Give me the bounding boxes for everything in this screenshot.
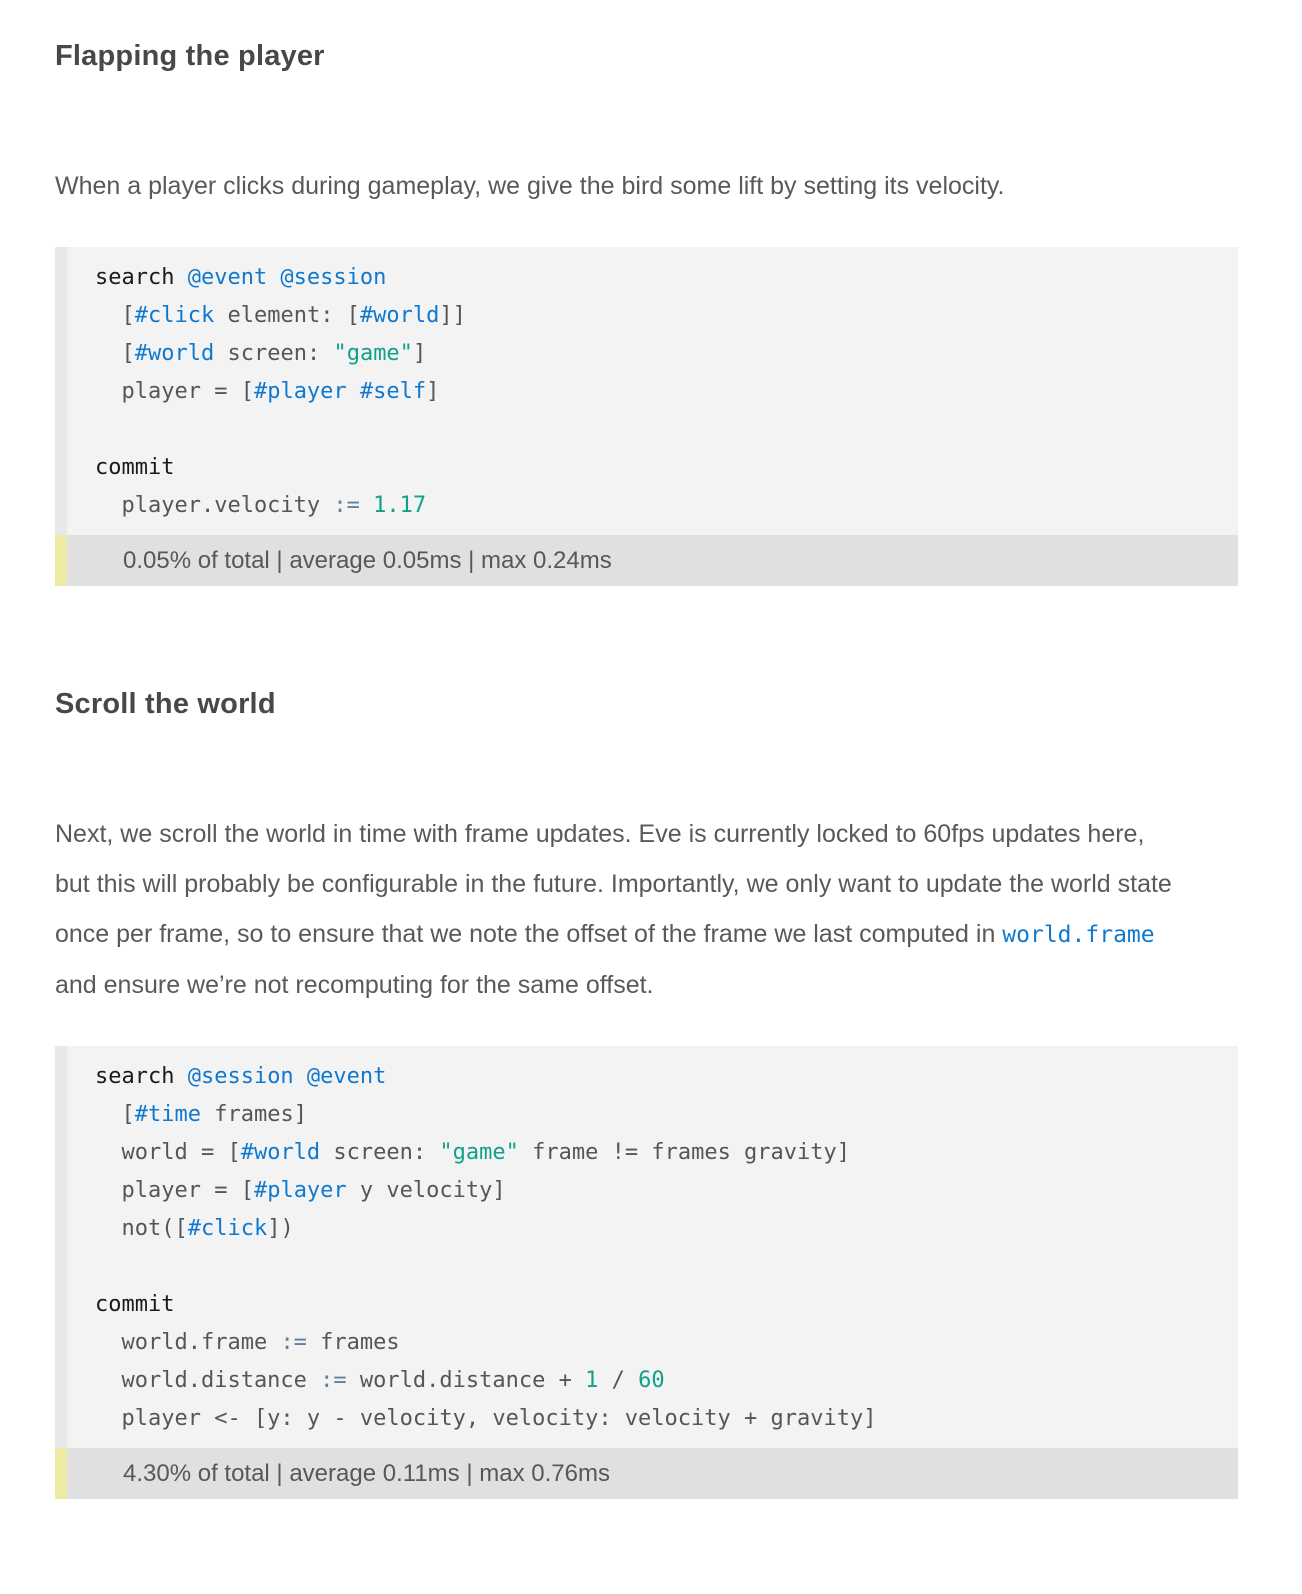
paragraph-text: When a player clicks during gameplay, we give the bird some lift by setting its velocity.: [55, 172, 1005, 200]
code-line: [95, 373, 1218, 411]
code-line: [95, 1210, 1218, 1248]
inline-code: world.frame: [1002, 922, 1155, 948]
section-heading-scroll-the-world: Scroll the world: [55, 688, 276, 720]
code-token-plain: screen:: [214, 341, 334, 366]
code-block-flap-player[interactable]: [55, 247, 1238, 586]
code-token-tag: #world: [134, 341, 215, 366]
code-token-assign: :=: [333, 493, 360, 518]
code-token-plain: frame != frames gravity]: [518, 1140, 851, 1165]
code-token-assign: :=: [280, 1330, 307, 1355]
code-token-kw: search: [95, 265, 188, 290]
code-line: [95, 1400, 1218, 1438]
code-token-tag: @event @session: [187, 265, 387, 290]
code-token-plain: world.distance +: [346, 1368, 586, 1393]
code-token-plain: screen:: [320, 1140, 440, 1165]
code-token-plain: player.velocity: [95, 493, 334, 518]
code-line: [95, 297, 1218, 335]
code-area: [55, 247, 1238, 535]
paragraph-text: Next, we scroll the world in time with frame updates. Eve is currently locked to 60fps updates here, but this will probably be configurable in the future. Importantly, we only want to update the world state once per frame, so to ensure that we note the offset of the frame we last computed in: [55, 820, 1172, 948]
code-token-plain: player = [: [95, 1178, 254, 1203]
code-lines: [67, 1046, 1238, 1448]
code-token-number: 1: [585, 1368, 599, 1393]
section-heading-flapping-the-player: Flapping the player: [55, 40, 325, 72]
code-line: [95, 487, 1218, 525]
code-token-assign: :=: [320, 1368, 347, 1393]
stats-left-strip: [55, 1448, 67, 1499]
code-token-tag: #player: [253, 379, 347, 404]
paragraph-text: and ensure we’re not recomputing for the same offset.: [55, 971, 654, 999]
profiler-stats-bar: [55, 1448, 1238, 1499]
code-left-strip: [55, 247, 67, 535]
code-line: [95, 1248, 1218, 1286]
code-token-plain: ]]: [439, 303, 466, 328]
code-line: [95, 1134, 1218, 1172]
code-token-tag: #click: [187, 1216, 268, 1241]
code-token-tag: #time: [134, 1102, 201, 1127]
code-token-tag: #player: [253, 1178, 347, 1203]
code-token-kw: commit: [95, 455, 175, 480]
stats-left-strip: [55, 535, 67, 586]
code-token-plain: [360, 493, 373, 518]
code-token-plain: [: [95, 1102, 135, 1127]
code-line: [95, 1286, 1218, 1324]
code-token-plain: player <- [y: y - velocity, velocity: velocity + gravity]: [95, 1406, 877, 1431]
code-token-plain: player = [: [95, 379, 254, 404]
code-token-kw: commit: [95, 1292, 175, 1317]
code-area: [55, 1046, 1238, 1448]
code-token-plain: frames]: [200, 1102, 307, 1127]
code-token-plain: world.distance: [95, 1368, 321, 1393]
code-token-plain: y velocity]: [346, 1178, 506, 1203]
code-token-plain: ]): [267, 1216, 294, 1241]
code-token-number: 1.17: [373, 493, 427, 518]
code-line: [95, 1096, 1218, 1134]
code-token-plain: world = [: [95, 1140, 241, 1165]
code-token-string: "game": [333, 341, 413, 366]
code-token-tag: #self: [359, 379, 427, 404]
code-token-plain: [: [95, 341, 135, 366]
code-token-plain: ]: [426, 379, 440, 404]
code-token-number: 60: [638, 1368, 665, 1393]
code-token-kw: search: [95, 1064, 188, 1089]
code-token-string: "game": [439, 1140, 519, 1165]
code-lines: [67, 247, 1238, 535]
code-line: [95, 1058, 1218, 1096]
stats-text: 0.05% of total | average 0.05ms | max 0.24ms: [67, 535, 1238, 586]
code-token-tag: #world: [359, 303, 440, 328]
code-token-plain: /: [598, 1368, 639, 1393]
code-token-plain: frames: [306, 1330, 400, 1355]
paragraph-flapping-intro: [55, 161, 1180, 211]
code-token-plain: [: [95, 303, 135, 328]
code-line: [95, 449, 1218, 487]
code-token-plain: [347, 379, 360, 404]
code-token-plain: world.frame: [95, 1330, 281, 1355]
code-token-plain: ]: [412, 341, 427, 366]
code-line: [95, 1172, 1218, 1210]
profiler-stats-bar: [55, 535, 1238, 586]
code-left-strip: [55, 1046, 67, 1448]
stats-text: 4.30% of total | average 0.11ms | max 0.76ms: [67, 1448, 1238, 1499]
code-line: [95, 335, 1218, 373]
code-token-tag: #world: [240, 1140, 321, 1165]
code-line: [95, 259, 1218, 297]
code-block-scroll-world[interactable]: [55, 1046, 1238, 1499]
code-line: [95, 411, 1218, 449]
code-token-plain: element: [: [214, 303, 360, 328]
code-line: [95, 1324, 1218, 1362]
paragraph-scroll-intro: [55, 809, 1180, 1010]
code-line: [95, 1362, 1218, 1400]
code-token-tag: @session @event: [187, 1064, 387, 1089]
code-token-plain: not([: [95, 1216, 188, 1241]
code-token-tag: #click: [134, 303, 215, 328]
